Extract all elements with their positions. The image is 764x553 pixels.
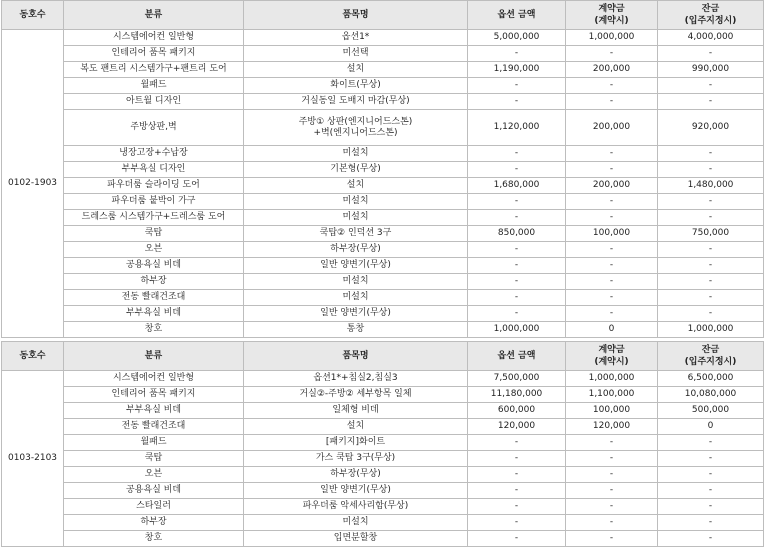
category-cell: 전동 빨래건조대 [64,290,244,306]
item-cell: 하부장(무상) [244,242,468,258]
table-row [2,258,764,274]
header-balance-line1: 잔금 [701,345,720,355]
category-cell: 쿡탑 [64,226,244,242]
header-deposit [566,1,658,30]
item-cell: 일체형 비데 [244,403,468,419]
header-category: 분류 [64,1,244,30]
balance-cell: - [658,274,764,290]
deposit-cell: - [566,162,658,178]
category-cell: 부부욕실 비데 [64,403,244,419]
balance-cell: 0 [658,419,764,435]
table-row [2,146,764,162]
item-cell: 기본형(무상) [244,162,468,178]
balance-cell: 750,000 [658,226,764,242]
option-price-cell: 1,120,000 [468,110,566,146]
balance-cell: 1,000,000 [658,322,764,338]
category-cell: 파우더룸 붙박이 가구 [64,194,244,210]
item-cell: 미설치 [244,146,468,162]
item-cell: 미설치 [244,515,468,531]
deposit-cell: - [566,451,658,467]
item-cell: 하부장(무상) [244,467,468,483]
category-cell: 드레스룸 시스템가구+드레스룸 도어 [64,210,244,226]
header-unit: 동호수 [2,342,64,371]
deposit-cell: - [566,146,658,162]
option-price-cell: - [468,146,566,162]
category-cell: 시스템에어컨 일반형 [64,371,244,387]
item-cell: 쿡탑② 인덕션 3구 [244,226,468,242]
deposit-cell: 200,000 [566,110,658,146]
balance-cell: 500,000 [658,403,764,419]
deposit-cell: 200,000 [566,178,658,194]
item-cell: 일반 양변기(무상) [244,258,468,274]
balance-cell: - [658,46,764,62]
table-row [2,451,764,467]
option-price-cell: 120,000 [468,419,566,435]
table-row [2,435,764,451]
deposit-cell: - [566,435,658,451]
balance-cell: - [658,531,764,547]
deposit-cell: 1,100,000 [566,387,658,403]
table-row [2,306,764,322]
table-row [2,210,764,226]
header-option-price: 옵션 금액 [468,1,566,30]
option-price-cell: - [468,467,566,483]
category-cell: 월패드 [64,435,244,451]
category-cell: 냉장고장+수납장 [64,146,244,162]
category-cell: 스타일러 [64,499,244,515]
header-deposit-line1: 계약금 [598,345,625,355]
unit-number: 0103-2103 [2,371,64,547]
item-cell: 설치 [244,419,468,435]
option-price-cell: - [468,531,566,547]
option-table-0102-1903 [1,0,764,338]
table-row [2,46,764,62]
category-cell: 창호 [64,531,244,547]
option-price-cell: 1,000,000 [468,322,566,338]
category-cell: 하부장 [64,274,244,290]
item-cell: 화이트(무상) [244,78,468,94]
balance-cell: 6,500,000 [658,371,764,387]
balance-cell: 990,000 [658,62,764,78]
balance-cell: - [658,499,764,515]
item-cell: 미설치 [244,194,468,210]
table-row [2,30,764,46]
balance-cell: - [658,467,764,483]
header-deposit-line1: 계약금 [598,4,625,14]
item-cell: 미설치 [244,274,468,290]
deposit-cell: - [566,467,658,483]
table-row [2,499,764,515]
table-row [2,78,764,94]
category-cell: 오븐 [64,467,244,483]
header-item: 품목명 [244,342,468,371]
deposit-cell: - [566,94,658,110]
unit-number: 0102-1903 [2,30,64,338]
category-cell: 주방상판,벽 [64,110,244,146]
deposit-cell: - [566,531,658,547]
balance-cell: - [658,162,764,178]
option-price-cell: - [468,194,566,210]
category-cell: 파우더룸 슬라이딩 도어 [64,178,244,194]
category-cell: 부부욕실 비데 [64,306,244,322]
table-row [2,387,764,403]
deposit-cell: - [566,210,658,226]
deposit-cell: 120,000 [566,419,658,435]
header-row [2,1,764,30]
category-cell: 복도 팬트리 시스템가구+팬트리 도어 [64,62,244,78]
option-price-cell: - [468,210,566,226]
option-price-cell: 5,000,000 [468,30,566,46]
item-cell: 설치 [244,62,468,78]
option-table-0103-2103 [1,341,764,547]
balance-cell: - [658,94,764,110]
option-price-cell: - [468,94,566,110]
header-balance-line1: 잔금 [701,4,720,14]
item-cell: [패키지]화이트 [244,435,468,451]
balance-cell: - [658,515,764,531]
category-cell: 월패드 [64,78,244,94]
item-cell: 옵션1* [244,30,468,46]
option-price-cell: - [468,46,566,62]
item-cell: 파우더룸 악세사리함(무상) [244,499,468,515]
category-cell: 부부욕실 디자인 [64,162,244,178]
table-row [2,242,764,258]
item-line1: 주방① 상판(엔지니어드스톤) [298,116,413,127]
category-cell: 공용욕실 비데 [64,258,244,274]
item-cell [244,110,468,146]
header-balance-line2: (입주지정시) [684,16,737,26]
item-cell: 거실동일 도배지 마감(무상) [244,94,468,110]
option-price-cell: 1,680,000 [468,178,566,194]
balance-cell: - [658,483,764,499]
header-category: 분류 [64,342,244,371]
table-row [2,467,764,483]
header-row [2,342,764,371]
balance-cell: - [658,146,764,162]
deposit-cell: - [566,290,658,306]
table-row [2,419,764,435]
header-balance-line2: (입주지정시) [684,357,737,367]
balance-cell: - [658,306,764,322]
table-row [2,531,764,547]
category-cell: 공용욕실 비데 [64,483,244,499]
category-cell: 전동 빨래건조대 [64,419,244,435]
option-price-cell: - [468,451,566,467]
option-price-cell: - [468,483,566,499]
header-balance [658,342,764,371]
header-balance [658,1,764,30]
category-cell: 오븐 [64,242,244,258]
table-row [2,515,764,531]
header-deposit [566,342,658,371]
table-row [2,290,764,306]
item-cell: 미설치 [244,290,468,306]
option-price-cell: 600,000 [468,403,566,419]
deposit-cell: - [566,274,658,290]
table-row [2,371,764,387]
item-cell: 일반 양변기(무상) [244,306,468,322]
balance-cell: - [658,210,764,226]
option-price-cell: 850,000 [468,226,566,242]
table-row [2,226,764,242]
header-unit: 동호수 [2,1,64,30]
balance-cell: - [658,290,764,306]
table-row [2,110,764,146]
option-price-cell: 7,500,000 [468,371,566,387]
item-cell: 미설치 [244,210,468,226]
header-item: 품목명 [244,1,468,30]
option-price-cell: - [468,242,566,258]
deposit-cell: 100,000 [566,226,658,242]
table-row [2,94,764,110]
option-price-cell: - [468,78,566,94]
balance-cell: - [658,78,764,94]
balance-cell: 10,080,000 [658,387,764,403]
option-price-cell: - [468,290,566,306]
option-price-cell: 1,190,000 [468,62,566,78]
deposit-cell: 1,000,000 [566,371,658,387]
deposit-cell: 0 [566,322,658,338]
table-row [2,162,764,178]
header-deposit-line2: (계약시) [594,357,629,367]
option-price-cell: - [468,306,566,322]
item-cell: 입면분할창 [244,531,468,547]
option-price-cell: - [468,258,566,274]
balance-cell: 1,480,000 [658,178,764,194]
category-cell: 하부장 [64,515,244,531]
category-cell: 창호 [64,322,244,338]
table-row [2,403,764,419]
balance-cell: - [658,242,764,258]
table-row [2,178,764,194]
deposit-cell: - [566,46,658,62]
table-row [2,62,764,78]
header-option-price: 옵션 금액 [468,342,566,371]
deposit-cell: 100,000 [566,403,658,419]
item-cell: 설치 [244,178,468,194]
item-cell: 옵션1*+침실2,침실3 [244,371,468,387]
table-row [2,274,764,290]
item-cell: 통창 [244,322,468,338]
balance-cell: - [658,451,764,467]
item-cell: 가스 쿡탑 3구(무상) [244,451,468,467]
category-cell: 인테리어 품목 패키지 [64,46,244,62]
category-cell: 시스템에어컨 일반형 [64,30,244,46]
table-row [2,194,764,210]
deposit-cell: - [566,306,658,322]
item-cell: 일반 양변기(무상) [244,483,468,499]
deposit-cell: - [566,483,658,499]
option-price-cell: - [468,274,566,290]
table-row [2,483,764,499]
deposit-cell: 1,000,000 [566,30,658,46]
balance-cell: 4,000,000 [658,30,764,46]
deposit-cell: 200,000 [566,62,658,78]
deposit-cell: - [566,78,658,94]
balance-cell: 920,000 [658,110,764,146]
item-cell: 미선택 [244,46,468,62]
category-cell: 쿡탑 [64,451,244,467]
option-price-cell: 11,180,000 [468,387,566,403]
deposit-cell: - [566,242,658,258]
option-price-cell: - [468,515,566,531]
category-cell: 아트월 디자인 [64,94,244,110]
option-price-cell: - [468,499,566,515]
deposit-cell: - [566,194,658,210]
balance-cell: - [658,435,764,451]
option-price-cell: - [468,435,566,451]
deposit-cell: - [566,258,658,274]
category-cell: 인테리어 품목 패키지 [64,387,244,403]
item-line2: +벽(엔지니어드스톤) [313,127,398,138]
deposit-cell: - [566,515,658,531]
balance-cell: - [658,258,764,274]
item-cell: 거실②-주방② 세부항목 일체 [244,387,468,403]
balance-cell: - [658,194,764,210]
table-row [2,322,764,338]
header-deposit-line2: (계약시) [594,16,629,26]
option-price-cell: - [468,162,566,178]
deposit-cell: - [566,499,658,515]
